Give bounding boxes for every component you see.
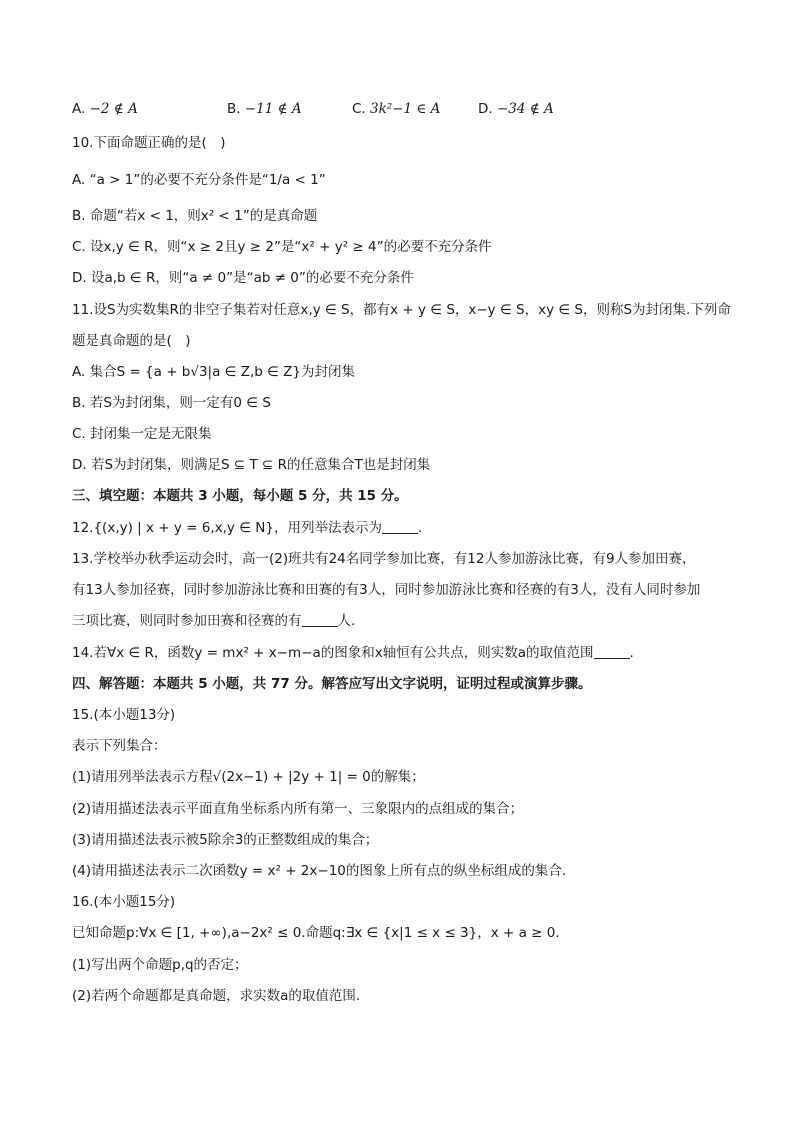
q10-option-d: D. 设a,b ∈ R，则“a ≠ 0”是“ab ≠ 0”的必要不充分条件: [72, 270, 414, 286]
q10-option-b: B. 命题“若x < 1，则x² < 1”的是真命题: [72, 208, 318, 224]
q10-stem: 10.下面命题正确的是( ): [72, 135, 226, 151]
q12-period: .: [417, 520, 423, 536]
q15-heading: 15.(本小题13分): [72, 707, 176, 723]
q11-stem-line2: 题是真命题的是( ): [72, 333, 191, 349]
q13-line3-end: 人.: [337, 613, 356, 629]
q15-part-4: (4)请用描述法表示二次函数y = x² + 2x−10的图象上所有点的纵坐标组成的集合.: [72, 863, 567, 879]
q14-period: .: [629, 645, 634, 661]
q16-stem: 已知命题p:∀x ∈ [1, +∞),a−2x² ≤ 0.命题q:∃x ∈ {x|1 ≤ x ≤ 3}，x + a ≥ 0.: [72, 925, 560, 941]
q16-part-1: (1)写出两个命题p,q的否定；: [72, 957, 248, 973]
q14: [72, 643, 754, 663]
q12-answer-blank: [382, 519, 418, 534]
q11-option-d: D. 若S为封闭集，则满足S ⊆ T ⊆ R的任意集合T也是封闭集: [72, 457, 431, 473]
q15-part-3: (3)请用描述法表示被5除余3的正整数组成的集合；: [72, 832, 379, 848]
section-3-heading: 三、填空题：本题共 3 小题，每小题 5 分，共 15 分。: [72, 488, 408, 504]
q15-part-1: (1)请用列举法表示方程√(2x−1) + |2y + 1| = 0的解集；: [72, 769, 425, 785]
q16-part-2: (2)若两个命题都是真命题，求实数a的取值范围.: [72, 988, 361, 1004]
q9-option-b: B. −11 ∉ A: [227, 101, 302, 117]
q13-answer-blank: [302, 612, 338, 627]
q11-stem-line1: 11.设S为实数集R的非空子集若对任意x,y ∈ S，都有x + y ∈ S，x−y ∈ S，xy ∈ S，则称S为封闭集.下列命: [72, 302, 731, 318]
q13-line1: 13.学校举办秋季运动会时，高一(2)班共有24名同学参加比赛，有12人参加游泳比赛，有9人参加田赛，: [72, 551, 696, 567]
q14-answer-blank: [594, 644, 630, 659]
q15-part-2: (2)请用描述法表示平面直角坐标系内所有第一、三象限内的点组成的集合；: [72, 801, 524, 817]
q15-intro: 表示下列集合：: [72, 738, 167, 754]
q11-option-b: B. 若S为封闭集，则一定有0 ∈ S: [72, 395, 271, 411]
q13-line2: 有13人参加径赛，同时参加游泳比赛和田赛的有3人，同时参加游泳比赛和径赛的有3人，没有人同时参加: [72, 582, 701, 598]
q13-line3: [72, 611, 754, 631]
q12-text: 12.{(x,y) | x + y = 6,x,y ∈ N}，用列举法表示为: [72, 520, 382, 536]
q16-heading: 16.(本小题15分): [72, 894, 176, 910]
q13-line3-text: 三项比赛，则同时参加田赛和径赛的有: [72, 613, 302, 629]
q10-option-c: C. 设x,y ∈ R，则“x ≥ 2且y ≥ 2”是“x² + y² ≥ 4”的必要不充分条件: [72, 239, 492, 255]
q9-options: [72, 101, 592, 121]
q12: [72, 518, 754, 538]
q9-option-a: A. −2 ∉ A: [72, 101, 138, 117]
q11-option-a: A. 集合S = {a + b√3|a ∈ Z,b ∈ Z}为封闭集: [72, 364, 356, 380]
q9-option-d: D. −34 ∉ A: [478, 101, 554, 117]
q11-option-c: C. 封闭集一定是无限集: [72, 426, 212, 442]
q9-option-c: C. 3k²−1 ∈ A: [352, 101, 441, 117]
q10-option-a: A. “a > 1”的必要不充分条件是“1/a < 1”: [72, 172, 326, 188]
q14-text: 14.若∀x ∈ R，函数y = mx² + x−m−a的图象和x轴恒有公共点，则实数a的取值范围: [72, 645, 594, 661]
section-4-heading: 四、解答题：本题共 5 小题，共 77 分。解答应写出文字说明，证明过程或演算步骤。: [72, 676, 592, 692]
